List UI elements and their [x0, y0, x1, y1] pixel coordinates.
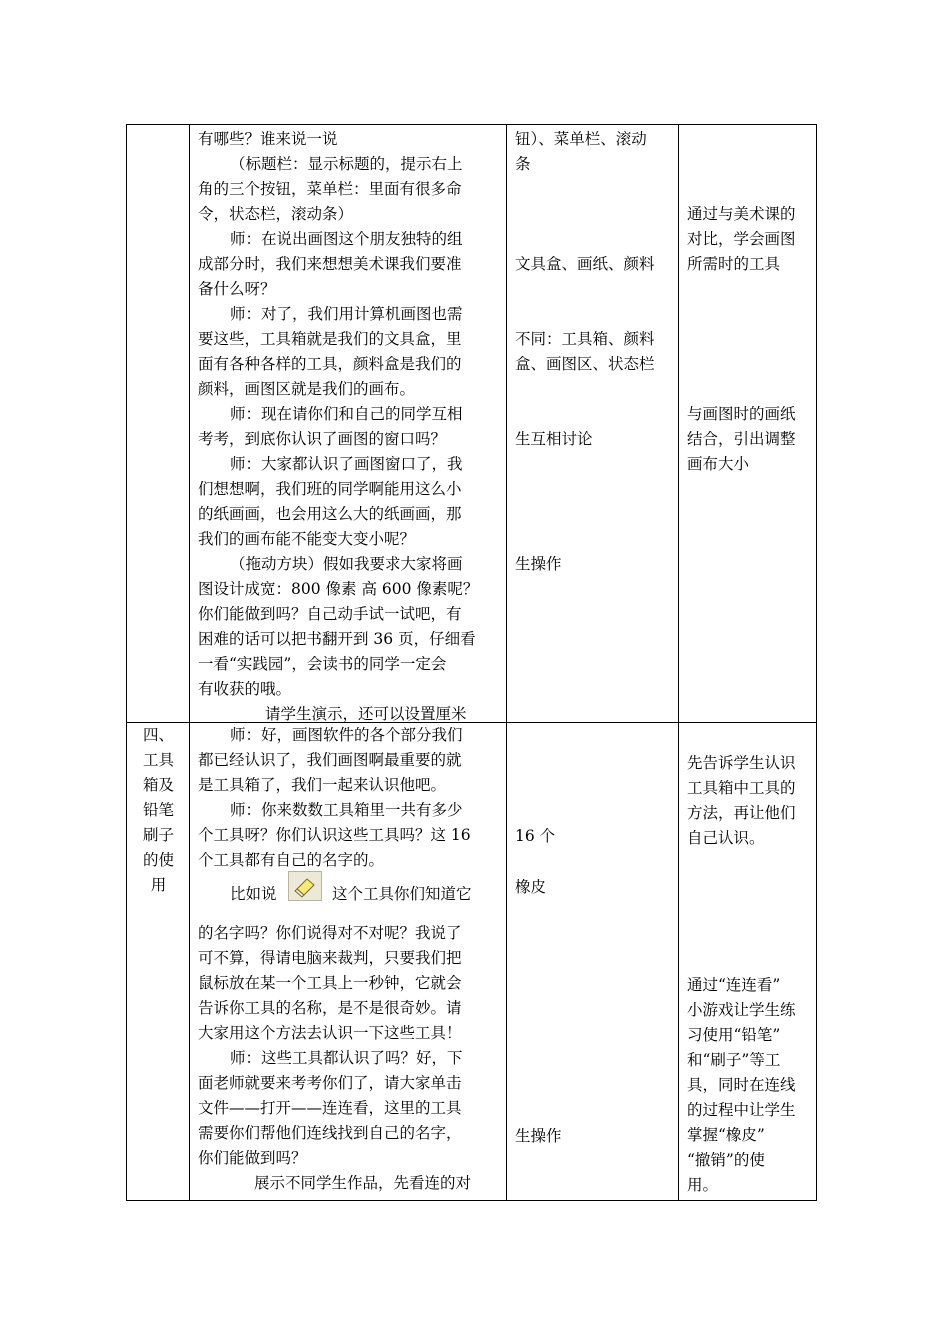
text-line: 橡皮	[515, 878, 547, 896]
text-line: 所需时的工具	[687, 255, 781, 273]
text-line: 我们的画布能不能变大变小呢？	[198, 530, 416, 548]
text-line: 通过“连连看”	[687, 976, 781, 994]
text-line: 大家用这个方法去认识一下这些工具！	[198, 1024, 462, 1042]
text-line: 备什么呀？	[198, 280, 276, 298]
student-activity-cell	[507, 125, 679, 723]
text-line: 和“刷子”等工	[687, 1051, 781, 1069]
text-line: 师：你来数数工具箱里一共有多少	[230, 801, 463, 819]
text-line: 的名字吗？你们说得对不对呢？我说了	[198, 924, 462, 942]
text-line: 师：对了，我们用计算机画图也需	[230, 305, 463, 323]
text-line: 文具盒、画纸、颜料	[515, 255, 655, 273]
text-line: 掌握“橡皮”	[687, 1126, 765, 1144]
lesson-plan-table	[126, 124, 817, 1201]
text-line: 师：在说出画图这个朋友独特的组	[230, 230, 463, 248]
table-row	[127, 723, 817, 1201]
text-line: 16 个	[515, 827, 556, 845]
text-line: 成部分时，我们来想想美术课我们要准	[198, 255, 462, 273]
design-intent-cell	[679, 125, 817, 723]
stage-label-line: 工具	[142, 751, 174, 769]
text-line: 这个工具你们知道它	[332, 885, 472, 903]
text-line: 的过程中让学生	[687, 1101, 796, 1119]
text-line: 面有各种各样的工具，颜料盒是我们的	[198, 355, 462, 373]
text-line: 鼠标放在某一个工具上一秒钟，它就会	[198, 974, 462, 992]
text-line: 一看“实践园”，会读书的同学一定会	[198, 655, 447, 673]
table-row	[127, 125, 817, 723]
stage-label-line: 的使	[142, 851, 174, 869]
text-line: 可不算，得请电脑来裁判，只要我们把	[198, 949, 462, 967]
text-line: 比如说	[230, 885, 277, 903]
text-line: 自己认识。	[687, 829, 765, 847]
text-line: 们想想啊，我们班的同学啊能用这么小	[198, 480, 462, 498]
text-line: 颜料，画图区就是我们的画布。	[198, 380, 416, 398]
text-line: 的纸画画，也会用这么大的纸画画，那	[198, 505, 462, 523]
text-line: 师：这些工具都认识了吗？好，下	[230, 1049, 463, 1067]
text-line: 是工具箱了，我们一起来认识他吧。	[198, 776, 447, 794]
text-line: 钮）、菜单栏、滚动	[515, 130, 647, 148]
text-line: 方法，再让他们	[687, 804, 796, 822]
text-line: 生操作	[515, 555, 562, 573]
text-line: 生操作	[515, 1127, 562, 1145]
text-line: “撤销”的使	[687, 1151, 765, 1169]
text-line: 要这些，工具箱就是我们的文具盒，里	[198, 330, 462, 348]
text-line: 条	[515, 155, 531, 173]
text-line: 困难的话可以把书翻开到 36 页，仔细看	[198, 630, 476, 648]
stage-label-line: 用	[150, 876, 167, 894]
text-line: 通过与美术课的	[687, 205, 796, 223]
student-activity-cell	[507, 723, 679, 1201]
text-line: 令，状态栏，滚动条）	[198, 205, 354, 223]
text-line: 文件——打开——连连看，这里的工具	[198, 1099, 462, 1117]
stage-cell	[127, 125, 190, 723]
text-line: 图设计成宽：800 像素 高 600 像素呢？	[198, 580, 479, 598]
text-line: 个工具都有自己的名字的。	[198, 851, 385, 869]
text-line: 展示不同学生作品，先看连的对	[254, 1174, 472, 1192]
text-line: 师：好，画图软件的各个部分我们	[230, 726, 463, 744]
text-line: 习使用“铅笔”	[687, 1026, 781, 1044]
text-line: 你们能做到吗？	[198, 1149, 307, 1167]
stage-label-line: 四、	[142, 726, 174, 744]
text-line: 不同：工具箱、颜料	[515, 330, 655, 348]
text-line: 考考，到底你认识了画图的窗口吗？	[198, 430, 447, 448]
stage-label-line: 刷子	[142, 826, 174, 844]
stage-cell	[127, 723, 190, 1201]
text-line: 个工具呀？你们认识这些工具吗？这 16	[198, 826, 471, 844]
text-line: （标题栏：显示标题的，提示右上	[230, 155, 463, 173]
text-line: 小游戏让学生练	[687, 1001, 796, 1019]
stage-label-line: 箱及	[142, 776, 174, 794]
text-line: 请学生演示，还可以设置厘米	[265, 705, 467, 723]
text-line: 生互相讨论	[515, 430, 593, 448]
text-line: 结合，引出调整	[687, 430, 796, 448]
text-line: 具，同时在连线	[687, 1076, 796, 1094]
text-line: 师：现在请你们和自己的同学互相	[230, 405, 463, 423]
text-line: 需要你们帮他们连线找到自己的名字，	[198, 1124, 462, 1142]
eraser-icon	[288, 871, 322, 901]
text-line: 画布大小	[687, 455, 750, 473]
stage-label-line: 铅笔	[142, 801, 174, 819]
text-line: （拖动方块）假如我要求大家将画	[230, 555, 463, 573]
text-line: 你们能做到吗？自己动手试一试吧，有	[198, 605, 462, 623]
text-line: 工具箱中工具的	[687, 779, 796, 797]
text-line: 盒、画图区、状态栏	[515, 355, 655, 373]
text-line: 先告诉学生认识	[687, 754, 796, 772]
teacher-activity-cell	[190, 125, 507, 723]
text-line: 有哪些？谁来说一说	[198, 130, 338, 148]
text-line: 都已经认识了，我们画图啊最重要的就	[198, 751, 462, 769]
text-line: 角的三个按钮，菜单栏：里面有很多命	[198, 180, 462, 198]
text-line: 告诉你工具的名称，是不是很奇妙。请	[198, 999, 462, 1017]
text-line: 有收获的哦。	[198, 680, 292, 698]
teacher-activity-cell	[190, 723, 507, 1201]
text-line: 师：大家都认识了画图窗口了，我	[230, 455, 463, 473]
text-line: 用。	[687, 1176, 719, 1194]
text-line: 与画图时的画纸	[687, 405, 796, 423]
design-intent-cell	[679, 723, 817, 1201]
text-line: 面老师就要来考考你们了，请大家单击	[198, 1074, 462, 1092]
text-line: 对比，学会画图	[687, 230, 796, 248]
